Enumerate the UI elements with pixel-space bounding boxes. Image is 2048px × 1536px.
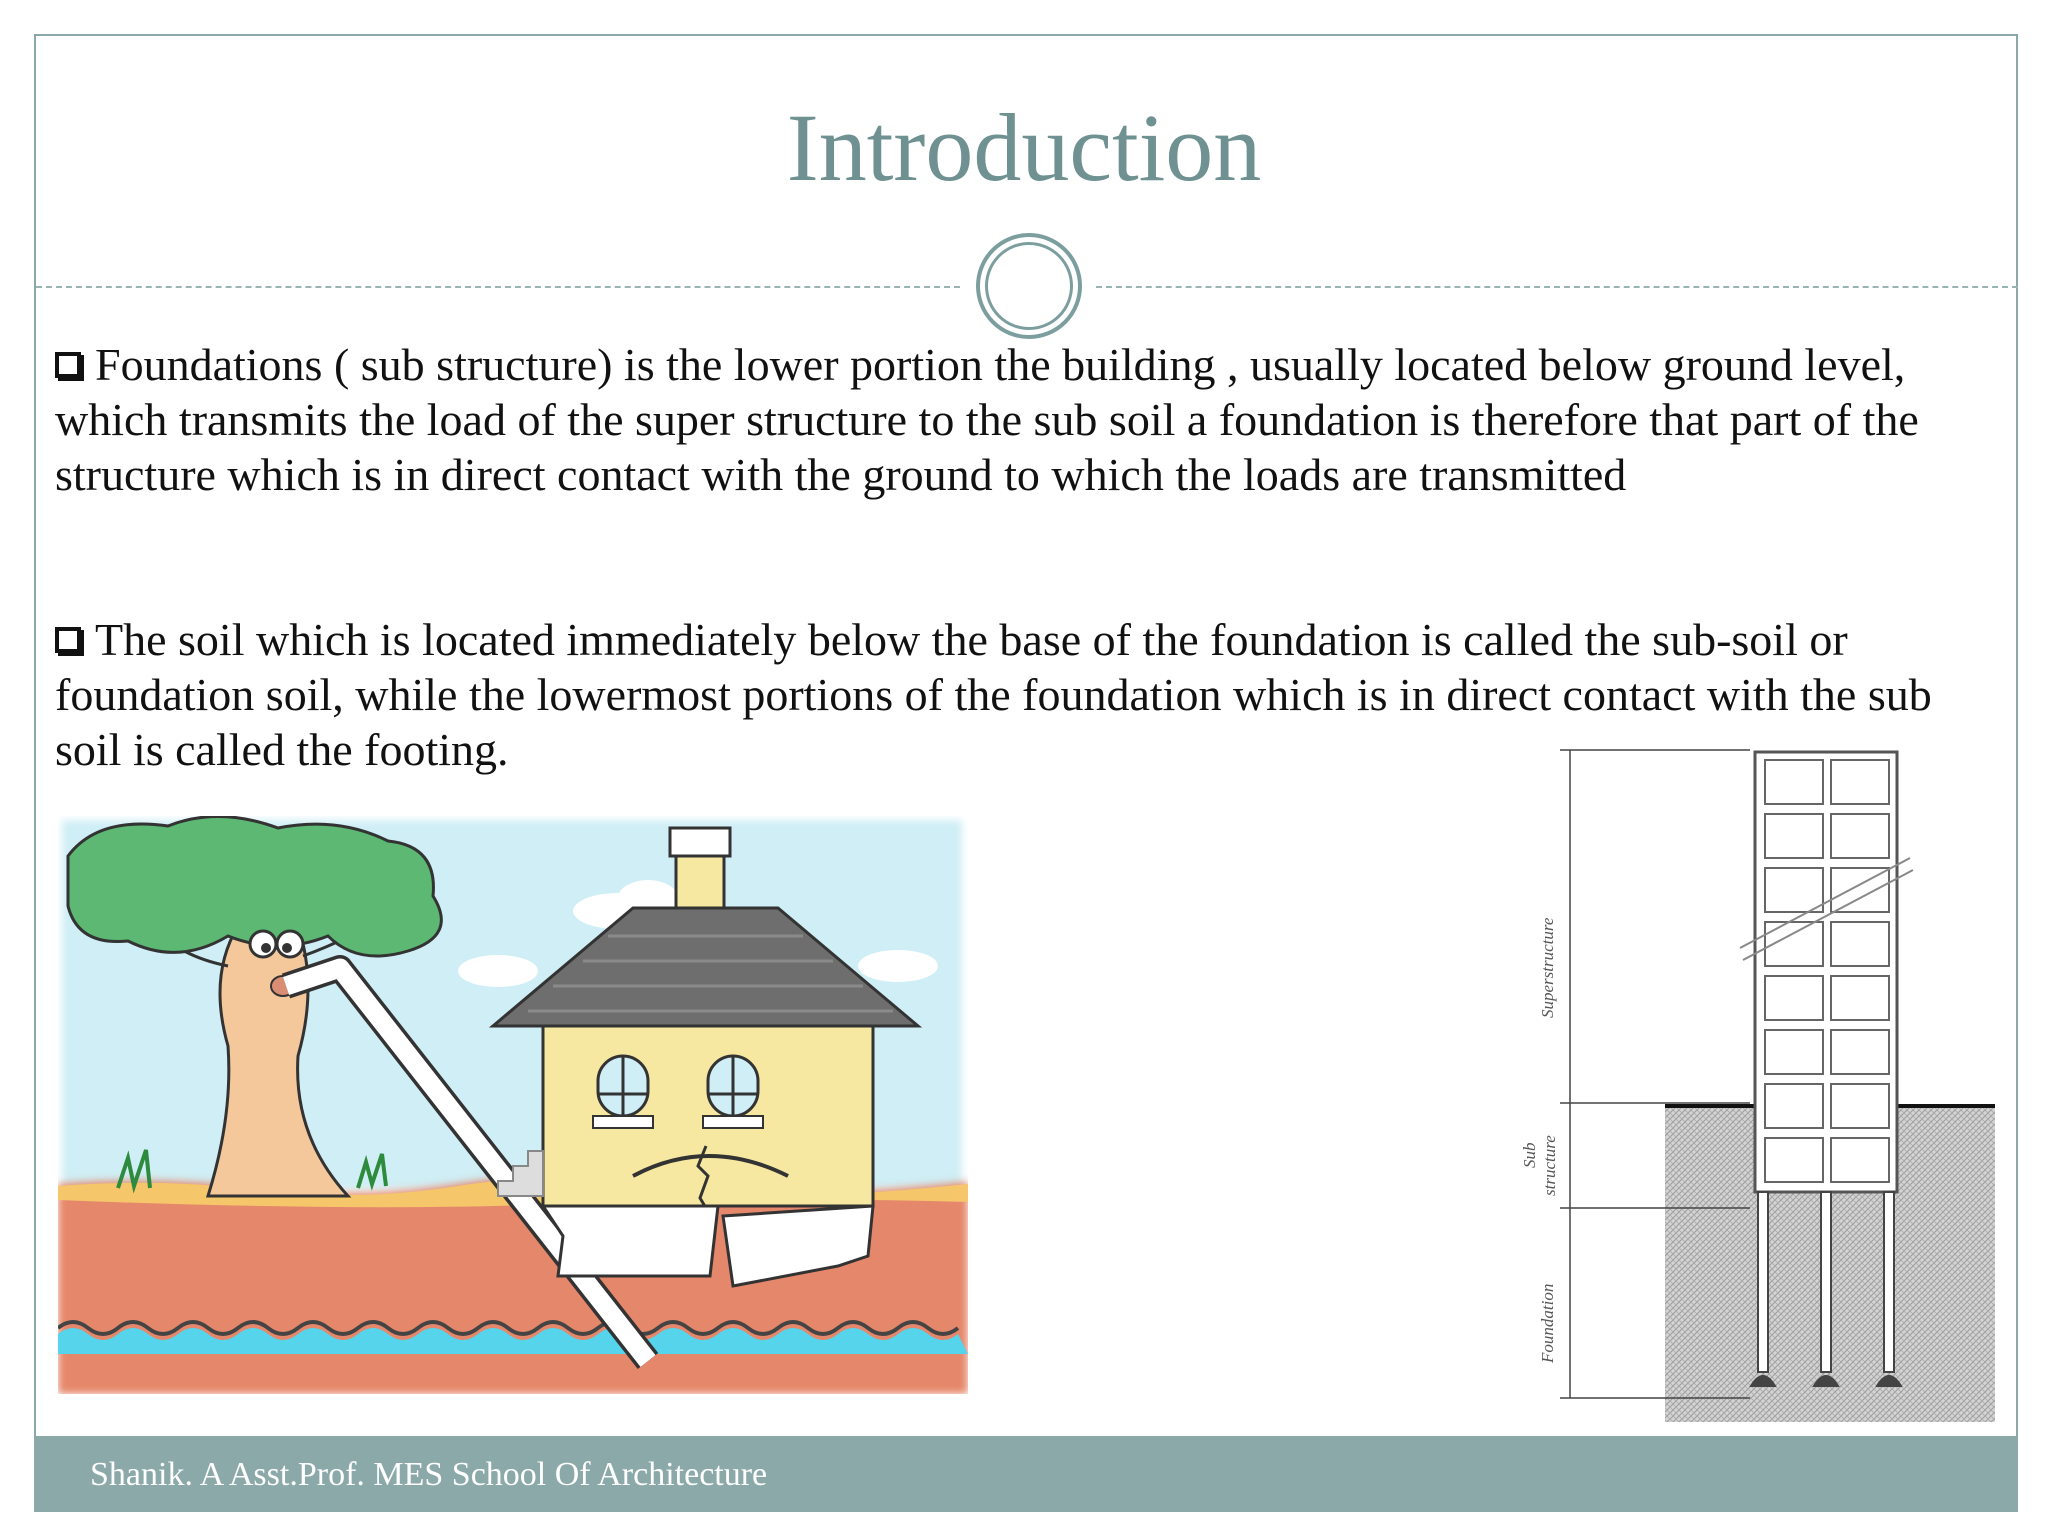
- square-bullet-icon: [55, 627, 81, 653]
- square-bullet-icon: [55, 352, 81, 378]
- paragraph-text: Foundations ( sub structure) is the lower portion the building , usually located below ground level, which transmits the load of the super structure to the sub soil a foundation is therefore that part of the structure which is in direct contact with the ground to which the loads are transmitted: [55, 339, 1919, 500]
- footing-left: [543, 1206, 718, 1276]
- floor-cell: [1765, 1030, 1823, 1074]
- paragraph-foundations: [55, 337, 1985, 502]
- floor-cell: [1831, 1030, 1889, 1074]
- foundation-cartoon-illustration: [58, 816, 968, 1394]
- structure-section-diagram: [1505, 738, 2000, 1423]
- label-sub: Sub: [1520, 1142, 1539, 1168]
- floor-cell: [1831, 922, 1889, 966]
- floor-cell: [1765, 1084, 1823, 1128]
- title-divider-left: [36, 286, 960, 288]
- chimney-cap: [670, 828, 730, 856]
- window-right: [703, 1056, 763, 1128]
- slide-footer: [34, 1436, 2018, 1512]
- floor-cell: [1831, 1138, 1889, 1182]
- label-structure: structure: [1540, 1135, 1559, 1196]
- title-divider-right: [1096, 286, 2018, 288]
- floor-cell: [1765, 760, 1823, 804]
- label-foundation: Foundation: [1538, 1283, 1557, 1363]
- footer-author: Shanik. A Asst.Prof. MES School Of Architecture: [90, 1456, 768, 1493]
- slide-title: Introduction: [786, 94, 1262, 201]
- floor-cell: [1765, 814, 1823, 858]
- floor-cell: [1831, 814, 1889, 858]
- floor-cell: [1765, 976, 1823, 1020]
- paragraph-text: The soil which is located immediately below the base of the foundation is called the sub-soil or foundation soil, while the lowermost portions of the foundation which is in direct contact with the sub soil is called the footing.: [55, 614, 1932, 775]
- floor-cell: [1831, 976, 1889, 1020]
- floor-cell: [1831, 760, 1889, 804]
- floor-cell: [1831, 1084, 1889, 1128]
- floor-cell: [1765, 868, 1823, 912]
- divider-circle-icon: [976, 233, 1082, 339]
- label-superstructure: Superstructure: [1538, 917, 1557, 1018]
- floor-cell: [1765, 1138, 1823, 1182]
- window-left: [593, 1056, 653, 1128]
